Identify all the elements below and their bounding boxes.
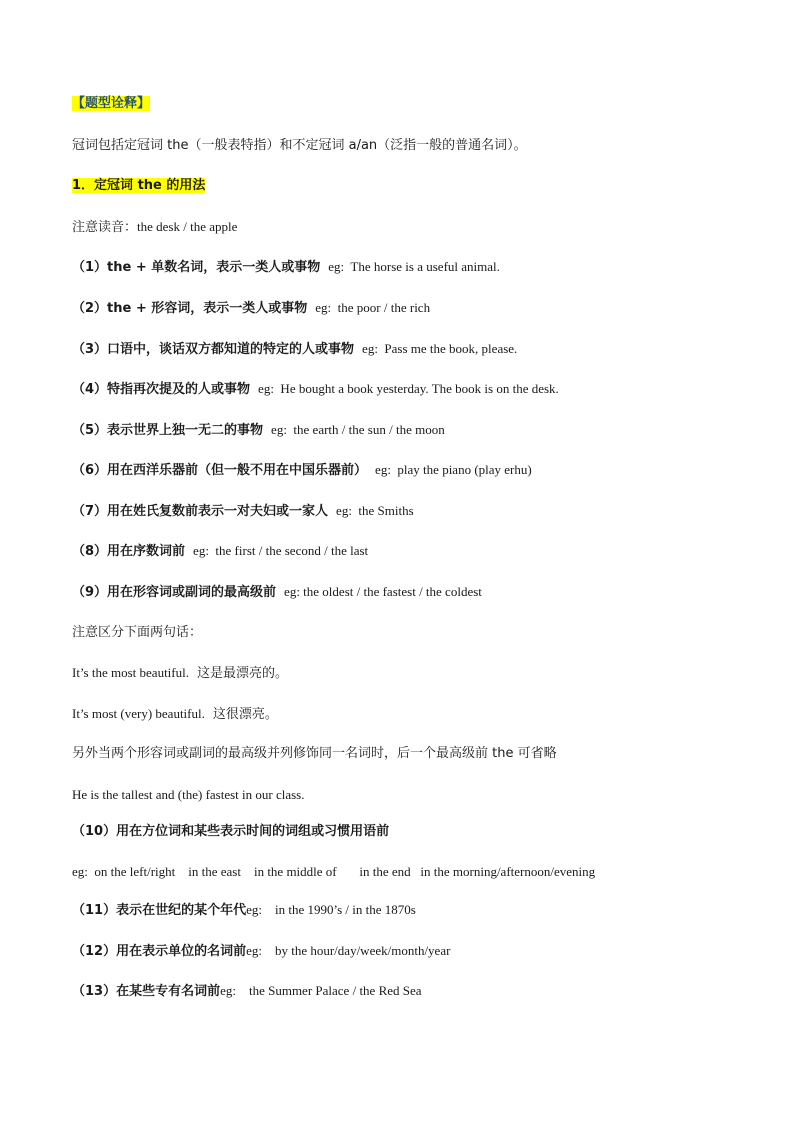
rule-example: eg: the oldest / the fastest / the coldest bbox=[284, 584, 482, 599]
rule-label: （3）口语中，谈话双方都知道的特定的人或事物 bbox=[72, 342, 355, 357]
pronunciation-note bbox=[72, 218, 237, 237]
rule-example: eg: by the hour/day/week/month/year bbox=[246, 943, 451, 958]
rule-item bbox=[72, 461, 532, 480]
compare-chinese: 这很漂亮。 bbox=[212, 707, 278, 722]
rule-item bbox=[72, 942, 450, 961]
rule-item bbox=[72, 258, 500, 277]
pronunciation-label: 注意读音： bbox=[72, 220, 138, 235]
rule-label: （8）用在序数词前 bbox=[72, 544, 186, 559]
rule-item bbox=[72, 542, 368, 561]
rule-label: （11）表示在世纪的某个年代 bbox=[72, 903, 247, 918]
rule-item bbox=[72, 901, 416, 920]
heading-text: 1．定冠词 the 的用法 bbox=[72, 178, 206, 193]
rule-example: eg: the poor / the rich bbox=[315, 300, 431, 315]
section-title-text: 【题型诠释】 bbox=[72, 96, 151, 111]
section-title bbox=[72, 95, 150, 113]
rule-label: （7）用在姓氏复数前表示一对夫妇或一家人 bbox=[72, 504, 329, 519]
rule-label: （5）表示世界上独一无二的事物 bbox=[72, 423, 264, 438]
rule-label: （6）用在西洋乐器前（但一般不用在中国乐器前） bbox=[72, 463, 368, 478]
rule-label: （9）用在形容词或副词的最高级前 bbox=[72, 585, 277, 600]
pronunciation-text: the desk / the apple bbox=[137, 219, 238, 234]
rule-item bbox=[72, 583, 482, 602]
rule-label: （10）用在方位词和某些表示时间的词组或习惯用语前 bbox=[72, 824, 390, 839]
compare-chinese: 这是最漂亮的。 bbox=[196, 666, 288, 681]
rule-example: eg: the Smiths bbox=[336, 503, 414, 518]
heading-definite-article bbox=[72, 177, 205, 195]
rule-item bbox=[72, 982, 422, 1001]
rule-example: eg: The horse is a useful animal. bbox=[328, 259, 500, 274]
rule-example: eg: the earth / the sun / the moon bbox=[271, 422, 445, 437]
rule-example: eg: play the piano (play erhu) bbox=[375, 462, 532, 477]
rule-label: （13）在某些专有名词前 bbox=[72, 984, 221, 999]
rule-example: eg: the Summer Palace / the Red Sea bbox=[220, 983, 422, 998]
compare-english: It’s the most beautiful. bbox=[72, 665, 189, 680]
extra-note: 另外当两个形容词或副词的最高级并列修饰同一名词时，后一个最高级前 the 可省略 bbox=[72, 746, 557, 761]
rule-label: （2）the + 形容词，表示一类人或事物 bbox=[72, 301, 308, 316]
intro-paragraph: 冠词包括定冠词 the（一般表特指）和不定冠词 a/an（泛指一般的普通名词）。 bbox=[72, 138, 527, 153]
rule-item bbox=[72, 380, 559, 399]
rule-example: eg: in the 1990’s / in the 1870s bbox=[246, 902, 416, 917]
rule-label: （4）特指再次提及的人或事物 bbox=[72, 382, 251, 397]
rule-label: （1）the + 单数名词，表示一类人或事物 bbox=[72, 260, 321, 275]
rule-item bbox=[72, 340, 517, 359]
rule-item bbox=[72, 502, 414, 521]
compare-sentence bbox=[72, 664, 288, 683]
rule-example: eg: Pass me the book, please. bbox=[362, 341, 518, 356]
rule-example: eg: on the left/right in the east in the middle of in the end in the morning/afternoon/evening bbox=[72, 864, 596, 879]
compare-sentence bbox=[72, 705, 278, 724]
compare-english: It’s most (very) beautiful. bbox=[72, 706, 205, 721]
extra-example: He is the tallest and (the) fastest in our class. bbox=[72, 787, 305, 802]
note-label: 注意区分下面两句话： bbox=[72, 625, 203, 640]
rule-label: （12）用在表示单位的名词前 bbox=[72, 944, 247, 959]
rule-item bbox=[72, 421, 445, 440]
rule-item bbox=[72, 299, 430, 318]
rule-example: eg: He bought a book yesterday. The book is on the desk. bbox=[258, 381, 559, 396]
rule-example: eg: the first / the second / the last bbox=[193, 543, 369, 558]
rule-item bbox=[72, 823, 389, 841]
